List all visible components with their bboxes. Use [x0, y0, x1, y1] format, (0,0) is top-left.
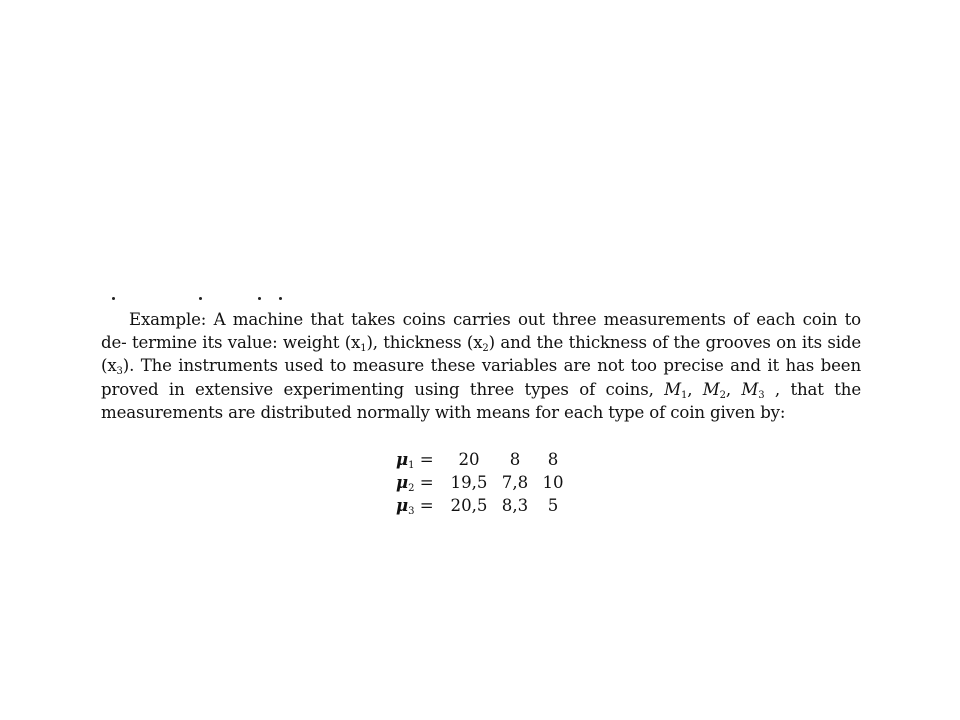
variable-letter: M: [702, 379, 720, 399]
remnant-mark: [279, 297, 282, 300]
subscript: 1: [360, 343, 367, 355]
paragraph-text: Example: A machine that takes coins carries out three measurements of each coin to de- termine its value: weight (x: [101, 310, 861, 353]
separator-text: ,: [687, 379, 703, 399]
equals-sign: =: [414, 473, 434, 492]
variable-letter: M: [664, 379, 681, 399]
mean-value: 10: [542, 473, 564, 492]
mu-symbol: μ: [396, 449, 409, 469]
subscript: 3: [408, 506, 415, 517]
subscript: 2: [482, 343, 489, 355]
coin-type-m2: [703, 380, 726, 399]
remnant-mark: [112, 297, 115, 300]
mean-label: [396, 471, 440, 494]
mean-label: [396, 448, 440, 471]
cropped-text-remnant: [108, 297, 308, 305]
mean-value: 8: [547, 450, 559, 469]
remnant-mark: [258, 297, 261, 300]
subscript: 3: [116, 366, 123, 378]
remnant-mark: [199, 297, 202, 300]
mean-value: 20: [458, 450, 480, 469]
mean-value: 5: [547, 496, 559, 515]
example-paragraph: [101, 308, 861, 424]
equals-sign: =: [414, 496, 434, 515]
subscript: 1: [408, 460, 415, 471]
example-text-block: [101, 308, 861, 424]
mean-label: [396, 494, 440, 517]
coin-type-m1: [664, 380, 687, 399]
paragraph-text: ) and the thickness of the grooves on its side (x: [101, 333, 861, 376]
paragraph-text: ), thickness (x: [366, 333, 483, 353]
separator-text: ,: [725, 379, 742, 399]
mu-symbol: μ: [396, 495, 409, 515]
mean-value: 7,8: [501, 473, 529, 492]
subscript: 3: [758, 389, 765, 401]
coin-type-m3: [741, 380, 764, 399]
equals-sign: =: [414, 450, 434, 469]
paragraph-text: , that the measurements are distributed normally with means for each type of coin given by:: [101, 379, 861, 422]
variable-letter: M: [741, 379, 759, 399]
mu-symbol: μ: [396, 472, 409, 492]
mean-value: 20,5: [450, 496, 488, 515]
subscript: 2: [719, 389, 726, 401]
paragraph-text: ). The instruments used to measure these variables are not too precise and it has been proved in extensive experimenting using three types of coins,: [101, 356, 861, 399]
mean-value: 8,3: [501, 496, 529, 515]
mean-value: 8: [509, 450, 521, 469]
subscript: 1: [680, 389, 688, 401]
subscript: 2: [408, 483, 415, 494]
mean-value: 19,5: [450, 473, 488, 492]
